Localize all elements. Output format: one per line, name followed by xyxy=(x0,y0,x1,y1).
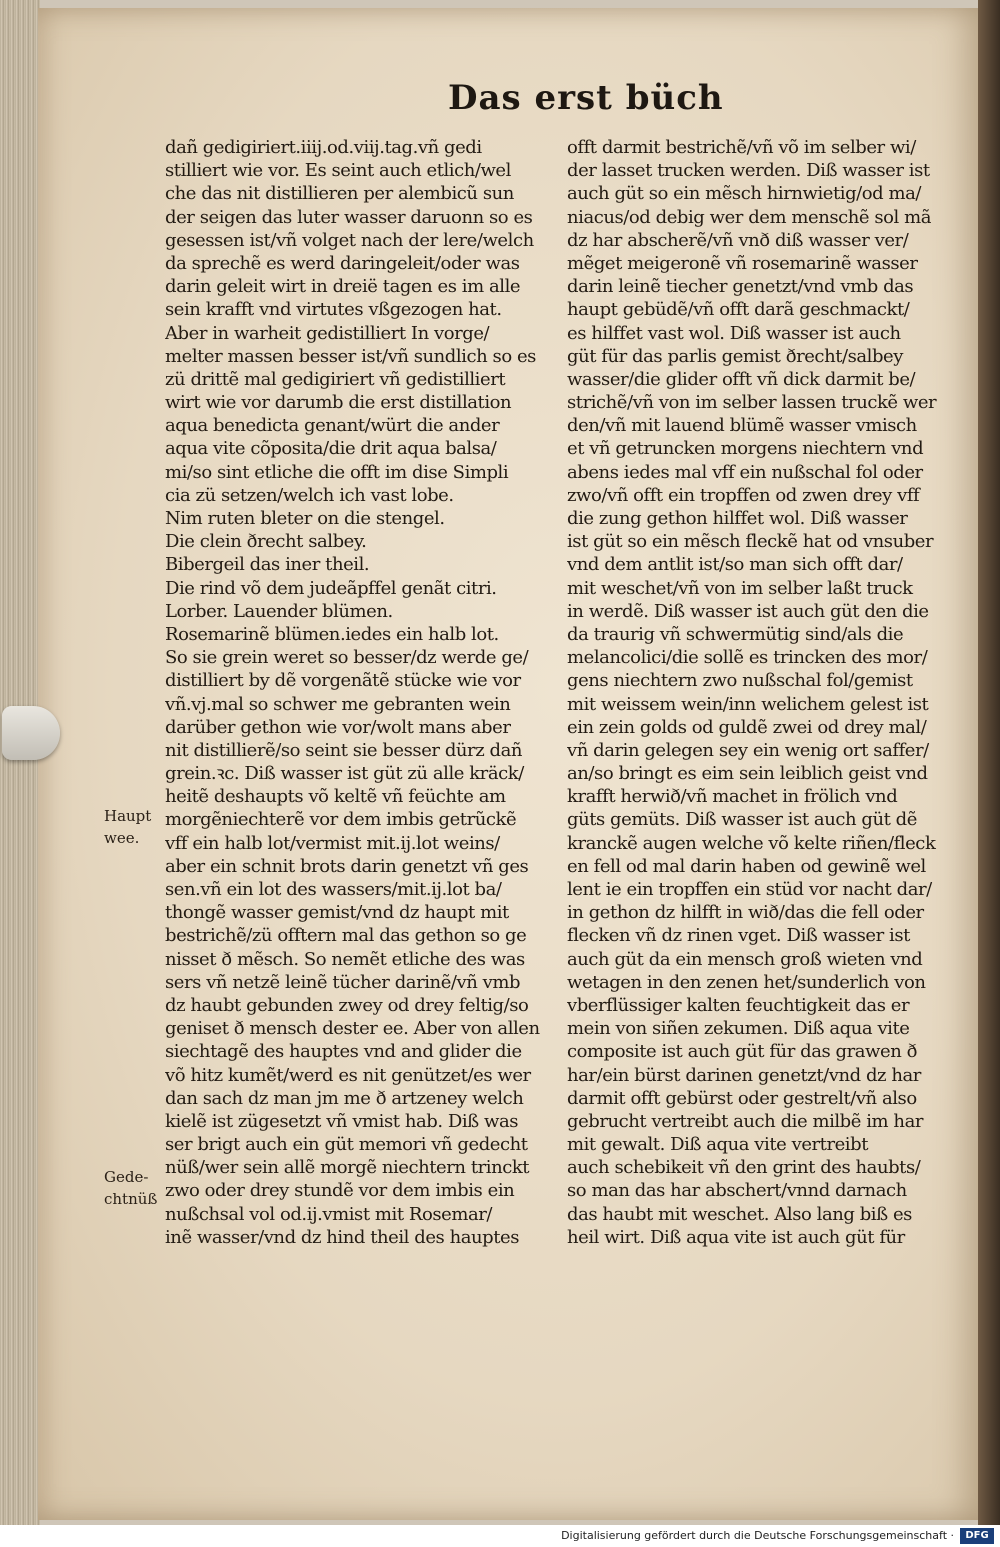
margin-note-line: chtnüß xyxy=(104,1190,158,1208)
text-line: lent ie ein tropffen ein stüd vor nacht dar/ xyxy=(567,879,932,900)
text-line: Die clein ðrecht salbey. xyxy=(165,531,367,553)
text-line: nüß/wer sein allẽ morgẽ niechtern trinckt xyxy=(165,1157,530,1179)
text-line: aber ein schnit brots darin genetzt vñ ges xyxy=(165,855,529,877)
text-line: vff ein halb lot/vermist mit.ij.lot weins/ xyxy=(165,832,500,854)
text-line: mi/so sint etliche die offt im dise Simpli xyxy=(165,461,509,483)
text-line: Rosemarinẽ blümen.iedes ein halb lot. xyxy=(165,623,499,645)
text-line: vñ.vj.mal so schwer me gebranten wein xyxy=(165,693,511,715)
text-line: vnd dem antlit ist/so man sich offt dar/ xyxy=(567,554,903,576)
text-line: güts gemüts. Diß wasser ist auch güt dẽ xyxy=(567,809,917,831)
text-line: die zung gethon hilffet wol. Diß wasser xyxy=(567,508,908,529)
running-title: Das erst büch xyxy=(448,78,724,118)
text-line: nußchsal vol od.ij.vmist mit Rosemar/ xyxy=(165,1203,493,1225)
text-line: composite ist auch güt für das grawen ð xyxy=(567,1041,917,1063)
text-line: aqua benedicta genant/würt die ander xyxy=(165,415,500,437)
page-clip xyxy=(2,706,60,760)
text-line: gesessen ist/vñ volget nach der lere/welch xyxy=(165,229,534,251)
margin-note-haupt xyxy=(104,805,151,849)
text-line: der seigen das luter wasser daruonn so es xyxy=(165,206,533,228)
text-line: aqua vite cõposita/die drit aqua balsa/ xyxy=(165,438,497,460)
text-line: bestrichẽ/zü offtern mal das gethon so ge xyxy=(165,925,527,947)
text-line: geniset ð mensch dester ee. Aber von allen xyxy=(165,1018,540,1040)
text-line: es hilffet vast wol. Diß wasser ist auch xyxy=(567,322,901,344)
left-text-column xyxy=(165,136,550,1249)
text-line: vñ darin gelegen sey ein wenig ort saffer/ xyxy=(567,739,929,761)
text-line: so man das har abschert/vnnd darnach xyxy=(567,1180,907,1202)
text-line: da traurig vñ schwermütig sind/als die xyxy=(567,623,904,645)
text-line: dañ gedigiriert.iiij.od.viij.tag.vñ gedi xyxy=(165,137,482,158)
text-line: darüber gethon wie vor/wolt mans aber xyxy=(165,716,511,738)
text-line: et vñ getruncken morgens niechtern vnd xyxy=(567,438,924,460)
text-line: darin geleit wirt in dreië tagen es im alle xyxy=(165,276,521,298)
book-spine xyxy=(978,0,1000,1525)
text-line: stilliert wie vor. Es seint auch etlich/wel xyxy=(165,160,511,182)
text-line: flecken vñ dz rinen vget. Diß wasser ist xyxy=(567,925,910,947)
text-line: heil wirt. Diß aqua vite ist auch güt für xyxy=(567,1226,905,1248)
text-line: mit weschet/vñ von im selber laßt truck xyxy=(567,577,913,599)
text-line: ist güt so ein mẽsch fleckẽ hat od vnsuber xyxy=(567,531,934,553)
right-text-column xyxy=(567,136,952,1249)
text-line: mit weissem wein/inn welichem gelest ist xyxy=(567,693,929,715)
text-line: siechtagẽ des hauptes vnd and glider die xyxy=(165,1041,522,1063)
text-line: che das nit distillieren per alembicũ sun xyxy=(165,183,514,205)
text-line: offt darmit bestrichẽ/vñ võ im selber wi/ xyxy=(567,137,916,158)
text-line: melter massen besser ist/vñ sundlich so es xyxy=(165,345,536,367)
text-line: dan sach dz man jm me ð artzeney welch xyxy=(165,1087,524,1109)
text-line: gens niechtern zwo nußschal fol/gemist xyxy=(567,670,913,692)
text-line: güt für das parlis gemist ðrecht/salbey xyxy=(567,345,903,367)
text-line: niacus/od debig wer dem menschẽ sol mã xyxy=(567,206,932,228)
text-line: ser brigt auch ein güt memori vñ gedecht xyxy=(165,1134,528,1156)
text-line: darin leinẽ tiecher genetzt/vnd vmb das xyxy=(567,276,914,298)
text-line: mein von siñen zekumen. Diß aqua vite xyxy=(567,1018,910,1040)
text-line: krafft herwið/vñ machet in frölich vnd xyxy=(567,786,898,808)
text-line: in gethon dz hilfft in wið/das die fell oder xyxy=(567,902,924,924)
text-line: den/vñ mit lauend blümẽ wasser vmisch xyxy=(567,415,917,437)
text-line: zwo/vñ offt ein tropffen od zwen drey vff xyxy=(567,484,920,506)
text-line: So sie grein weret so besser/dz werde ge/ xyxy=(165,647,529,669)
text-line: sers vñ netzẽ leinẽ tücher darinẽ/vñ vmb xyxy=(165,971,521,993)
text-line: sen.vñ ein lot des wassers/mit.ij.lot ba/ xyxy=(165,879,502,900)
text-line: kranckẽ augen welche võ kelte riñen/fleck xyxy=(567,832,936,854)
text-line: Nim ruten bleter on die stengel. xyxy=(165,508,445,529)
text-line: wasser/die glider offt vñ dick darmit be/ xyxy=(567,368,916,390)
text-line: strichẽ/vñ von im selber lassen truckẽ wer xyxy=(567,392,937,414)
text-line: har/ein bürst darinen genetzt/vnd dz har xyxy=(567,1064,921,1086)
text-line: zü drittẽ mal gedigiriert vñ gedistilliert xyxy=(165,368,506,390)
text-line: auch güt da ein mensch groß wieten vnd xyxy=(567,948,923,970)
text-line: sein krafft vnd virtutes vßgezogen hat. xyxy=(165,299,502,321)
text-line: zwo oder drey stundẽ vor dem imbis ein xyxy=(165,1180,515,1202)
text-line: dz har abscherẽ/vñ vnð diß wasser ver/ xyxy=(567,229,909,251)
margin-note-line: Haupt xyxy=(104,807,152,825)
text-line: darmit offt gebürst oder gestrelt/vñ also xyxy=(567,1087,917,1109)
text-line: melancolici/die sollẽ es trincken des mor/ xyxy=(567,647,928,669)
text-line: ein zein golds od guldẽ zwei od drey mal/ xyxy=(567,716,927,738)
text-line: võ hitz kumẽt/werd es nit genützet/es wer xyxy=(165,1064,531,1086)
text-line: mẽget meigeronẽ vñ rosemarinẽ wasser xyxy=(567,252,918,274)
text-line: das haubt mit weschet. Also lang biß es xyxy=(567,1203,912,1225)
text-line: en fell od mal darin haben od gewinẽ wel xyxy=(567,855,926,877)
text-line: abens iedes mal vff ein nußschal fol oder xyxy=(567,461,923,483)
text-line: mit gewalt. Diß aqua vite vertreibt xyxy=(567,1134,868,1156)
dfg-logo: DFG xyxy=(960,1528,994,1544)
text-line: auch güt so ein mẽsch hirnwietig/od ma/ xyxy=(567,183,921,205)
text-line: morgẽniechterẽ vor dem imbis getrũckẽ xyxy=(165,809,517,831)
text-line: auch schebikeit vñ den grint des haubts/ xyxy=(567,1157,921,1179)
text-line: der lasset trucken werden. Diß wasser ist xyxy=(567,160,930,182)
text-line: nit distillierẽ/so seint sie besser dürz dañ xyxy=(165,739,523,761)
text-line: in werdẽ. Diß wasser ist auch güt den die xyxy=(567,600,929,622)
text-line: thongẽ wasser gemist/vnd dz haupt mit xyxy=(165,902,509,924)
text-line: vberflüssiger kalten feuchtigkeit das er xyxy=(567,994,910,1016)
funding-credit: Digitalisierung gefördert durch die Deutsche Forschungsgemeinschaft · xyxy=(561,1529,954,1542)
text-line: wetagen in den zenen het/sunderlich von xyxy=(567,971,926,993)
text-line: nisset ð mẽsch. So nemẽt etliche des was xyxy=(165,948,525,970)
text-line: Aber in warheit gedistilliert In vorge/ xyxy=(165,322,490,344)
text-line: kielẽ ist zügesetzt vñ vmist hab. Diß was xyxy=(165,1110,519,1132)
margin-note-line: wee. xyxy=(104,829,140,847)
text-line: wirt wie vor darumb die erst distillation xyxy=(165,392,512,414)
text-line: inẽ wasser/vnd dz hind theil des hauptes xyxy=(165,1226,519,1248)
text-line: Lorber. Lauender blümen. xyxy=(165,600,393,622)
text-line: an/so bringt es eim sein leiblich geist vnd xyxy=(567,763,928,785)
text-line: Bibergeil das iner theil. xyxy=(165,554,370,576)
margin-note-gedechtnus xyxy=(104,1166,157,1210)
margin-note-line: Gede- xyxy=(104,1168,149,1186)
text-line: haupt gebüdẽ/vñ offt darã geschmackt/ xyxy=(567,299,910,321)
page-fore-edge xyxy=(0,0,40,1525)
text-line: gebrucht vertreibt auch die milbẽ im har xyxy=(567,1110,924,1132)
text-line: cia zü setzen/welch ich vast lobe. xyxy=(165,484,454,506)
text-line: grein.ꝛc. Diß wasser ist güt zü alle kräck/ xyxy=(165,763,524,785)
text-line: da sprechẽ es werd daringeleit/oder was xyxy=(165,252,520,274)
text-line: dz haubt gebunden zwey od drey feltig/so xyxy=(165,994,529,1016)
text-line: Die rind võ dem judeãpffel genãt citri. xyxy=(165,577,497,599)
text-line: distilliert by dẽ vorgenãtẽ stücke wie vor xyxy=(165,670,521,692)
text-line: heitẽ deshaupts võ keltẽ vñ feüchte am xyxy=(165,786,506,808)
footer-bar xyxy=(0,1525,1000,1547)
